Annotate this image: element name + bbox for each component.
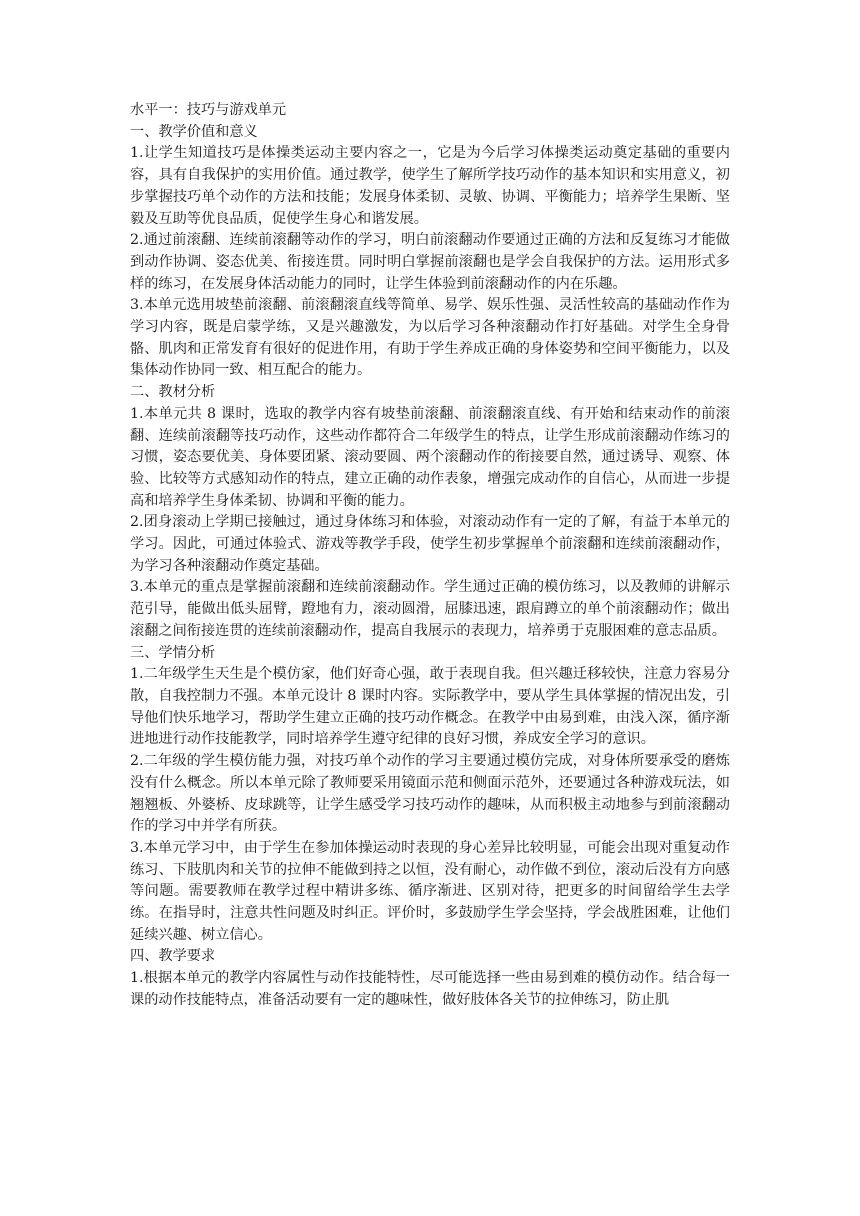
section-heading: 四、教学要求 xyxy=(130,948,216,965)
section-teaching-value xyxy=(130,122,730,382)
document-title: 水平一：技巧与游戏单元 xyxy=(130,102,287,118)
section-learner-analysis xyxy=(130,643,730,947)
paragraph: 2.通过前滚翻、连续前滚翻等动作的学习，明白前滚翻动作要通过正确的方法和反复练习才能做到动作协调、姿态优美、衔接连贯。同时明白掌握前滚翻也是学会自我保护的方法。运用形式多样的练习，在发展身体活动能力的同时，让学生体验到前滚翻动作的内在乐趣。 xyxy=(130,232,730,292)
paragraph: 1.让学生知道技巧是体操类运动主要内容之一，它是为今后学习体操类运动奠定基础的重要内容，具有自我保护的实用价值。通过教学，使学生了解所学技巧动作的基本知识和实用意义，初步掌握技巧单个动作的方法和技能；发展身体柔韧、灵敏、协调、平衡能力；培养学生果断、坚毅及互助等优良品质，促使学生身心和谐发展。 xyxy=(130,145,730,227)
paragraph: 1.根据本单元的教学内容属性与动作技能特性，尽可能选择一些由易到难的模仿动作。结合每一课的动作技能特点，准备活动要有一定的趣味性，做好肢体各关节的拉伸练习，防止肌 xyxy=(130,970,730,1008)
section-heading: 三、学情分析 xyxy=(130,644,216,661)
section-teaching-requirements xyxy=(130,946,730,1011)
paragraph: 3.本单元学习中，由于学生在参加体操运动时表现的身心差异比较明显，可能会出现对重复动作练习、下肢肌肉和关节的拉伸不能做到持之以恒，没有耐心，动作做不到位，滚动后没有方向感等问题。需要教师在教学过程中精讲多练、循序渐进、区别对待，把更多的时间留给学生去学练。在指导时，注意共性问题及时纠正。评价时，多鼓励学生学会坚持，学会战胜困难，让他们延续兴趣、树立信心。 xyxy=(130,839,730,943)
paragraph: 2.二年级的学生模仿能力强，对技巧单个动作的学习主要通过模仿完成，对身体所要承受的磨炼没有什么概念。所以本单元除了教师要采用镜面示范和侧面示范外，还要通过各种游戏玩法，如翘翘板、外婆桥、皮球跳等，让学生感受学习技巧动作的趣味，从而积极主动地参与到前滚翻动作的学习中并学有所获。 xyxy=(130,753,730,835)
section-heading: 一、教学价值和意义 xyxy=(130,123,258,140)
paragraph: 1.本单元共 8 课时，选取的教学内容有坡垫前滚翻、前滚翻滚直线、有开始和结束动作的前滚翻、连续前滚翻等技巧动作，这些动作都符合二年级学生的特点，让学生形成前滚翻动作练习的习惯，姿态要优美、身体要团紧、滚动要圆、两个滚翻动作的衔接要自然，通过诱导、观察、体验、比较等方式感知动作的特点，建立正确的动作表象，增强完成动作的自信心，从而进一步提高和培养学生身体柔韧、协调和平衡的能力。 xyxy=(130,405,730,509)
document-page xyxy=(130,100,730,1012)
section-heading: 二、教材分析 xyxy=(130,384,216,401)
paragraph: 2.团身滚动上学期已接触过，通过身体练习和体验，对滚动动作有一定的了解，有益于本单元的学习。因此，可通过体验式、游戏等教学手段，使学生初步掌握单个前滚翻和连续前滚翻动作，为学习各种滚翻动作奠定基础。 xyxy=(130,514,730,574)
paragraph: 3.本单元选用坡垫前滚翻、前滚翻滚直线等简单、易学、娱乐性强、灵活性较高的基础动作作为学习内容，既是启蒙学练，又是兴趣激发，为以后学习各种滚翻动作打好基础。对学生全身骨骼、肌肉和正常发育有很好的促进作用，有助于学生养成正确的身体姿势和空间平衡能力，以及集体动作协同一致、相互配合的能力。 xyxy=(130,297,730,379)
paragraph: 3.本单元的重点是掌握前滚翻和连续前滚翻动作。学生通过正确的模仿练习，以及教师的讲解示范引导，能做出低头屈臂，蹬地有力，滚动圆滑，屈膝迅速，跟肩蹲立的单个前滚翻动作；做出滚翻之间衔接连贯的连续前滚翻动作，提高自我展示的表现力，培养勇于克服困难的意志品质。 xyxy=(130,579,730,639)
section-material-analysis xyxy=(130,382,730,642)
paragraph: 1.二年级学生天生是个模仿家，他们好奇心强，敢于表现自我。但兴趣迁移较快，注意力容易分散，自我控制力不强。本单元设计 8 课时内容。实际教学中，要从学生具体掌握的情况出发，引导他们快乐地学习，帮助学生建立正确的技巧动作概念。在教学中由易到难，由浅入深，循序渐进地进行动作技能教学，同时培养学生遵守纪律的良好习惯，养成安全学习的意识。 xyxy=(130,666,730,748)
